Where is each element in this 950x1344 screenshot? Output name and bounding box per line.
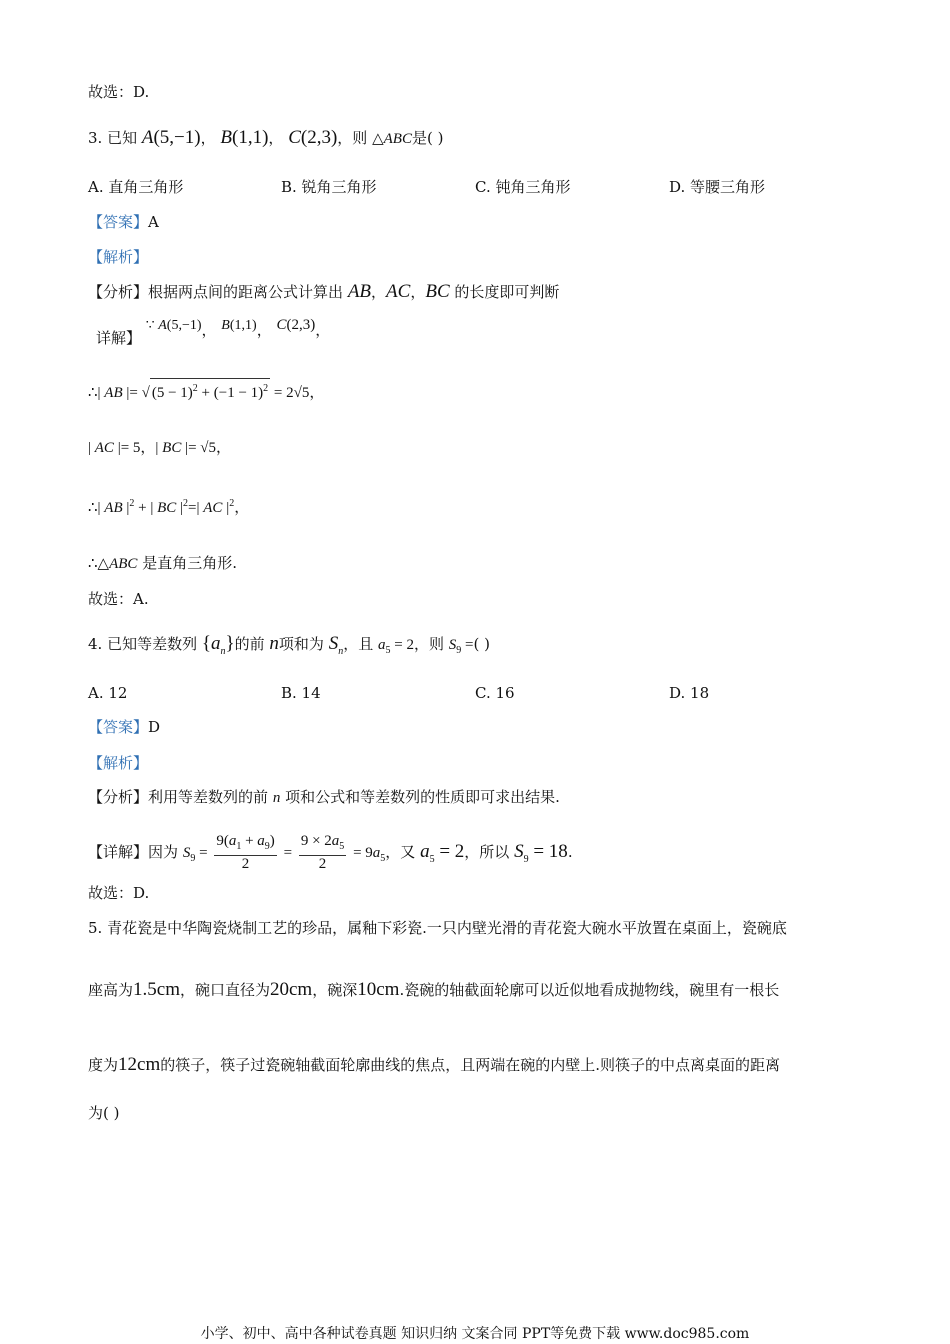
detail-tag: 详解】: [96, 329, 142, 347]
q4-d: ，且: [343, 635, 374, 653]
q4-detail: 【详解】因为 $S_9$ = $\frac{9(a_1 + a_9)}{2}$ = $\frac{9 \times 2a_5}{2}$ = $9a_5$，又 $a_5 = 2$，所以 $S_9 = 18$.: [88, 833, 573, 872]
q3-formula-ac-bc: | AC |= 5，| BC |= √5，: [88, 440, 232, 456]
q5-l3-b: 的筷子，筷子过瓷碗轴截面轮廓曲线的焦点，且两端在碗的内壁上.则筷子的中点离桌面的距离: [160, 1056, 781, 1074]
q4-a: 4. 已知等差数列: [88, 635, 198, 653]
q4-option-b: B. 14: [281, 684, 321, 702]
analysis-text-b: 项和公式和等差数列的性质即可求出结果.: [285, 788, 560, 806]
conclusion-text: 是直角三角形.: [142, 554, 237, 572]
q4-c: 项和为: [278, 635, 324, 653]
q3-option-a: A. 直角三角形: [88, 178, 184, 196]
answer-tag: 【答案】: [88, 213, 149, 231]
q5-l2-b: ，碗口直径为: [179, 981, 270, 999]
q3-analysis: 【分析】根据两点间的距离公式计算出 AB，AC，BC 的长度即可判断: [88, 281, 560, 302]
answer-value: A: [148, 213, 159, 231]
detail-tag: 【详解】: [88, 843, 149, 861]
q4-answer: [88, 717, 160, 737]
q3-jiexi-tag: 【解析】: [88, 248, 149, 266]
analysis-tag: 【分析】: [88, 788, 149, 806]
footer: 小学、初中、高中各种试卷真题 知识归纳 文案合同 PPT等免费下载 www.doc985.com: [200, 1326, 750, 1342]
q3-end: 是( ): [411, 129, 444, 147]
answer-value: D: [148, 718, 161, 736]
q5-line-4: 为( ): [88, 1104, 120, 1122]
q5-line-2: [88, 980, 779, 1000]
analysis-text-a: 根据两点间的距离公式计算出: [148, 283, 344, 301]
q5-line-1: 5. 青花瓷是中华陶瓷烧制工艺的珍品，属釉下彩瓷.一只内壁光滑的青花瓷大碗水平放置在桌面上，瓷碗底: [88, 919, 787, 937]
q3-conclusion: ∴△ABC 是直角三角形.: [88, 554, 237, 572]
answer-tag: 【答案】: [88, 718, 149, 736]
q3-prefix: 3. 已知: [88, 129, 138, 147]
q4-option-a: A. 12: [88, 684, 128, 702]
answer-conclusion-q2: 故选：D.: [88, 83, 150, 101]
q3-option-d: D. 等腰三角形: [669, 178, 766, 196]
q4-option-d: D. 18: [669, 684, 710, 702]
q3-detail-line: 详解】 ∵ A(5,−1)， B(1,1)， C(2,3)，: [96, 317, 331, 347]
q4-analysis: 【分析】利用等差数列的前 n 项和公式和等差数列的性质即可求出结果.: [88, 788, 560, 806]
q5-l3-a: 度为: [88, 1056, 119, 1074]
question-4-stem: 4. 已知等差数列 $\{a_n\}$的前 n项和为 $S_n$，且 $a_5 = 2$，则 $S_9$ =( ): [88, 633, 490, 657]
detail-a: 因为: [148, 843, 179, 861]
q5-line-3: [88, 1055, 780, 1075]
q4-e: ，则: [413, 635, 444, 653]
q4-choose: 故选：D.: [88, 884, 150, 902]
q5-l2-c: ，碗深: [312, 981, 358, 999]
q3-choose: 故选：A.: [88, 590, 149, 608]
base-height-value: 1.5cm: [133, 979, 180, 1000]
q5-l2-d: .瓷碗的轴截面轮廓可以近似地看成抛物线，碗里有一根长: [399, 981, 780, 999]
diameter-value: 20cm: [270, 979, 313, 1000]
detail-c: ，所以: [464, 843, 510, 861]
q5-l2-a: 座高为: [88, 981, 134, 999]
q4-b: 的前: [234, 635, 265, 653]
q3-answer: [88, 212, 159, 232]
q3-formula-pythag: ∴| AB $|^2$ + | BC $|^2=|$ AC $|^2$，: [88, 498, 250, 516]
q3-option-c: C. 钝角三角形: [475, 178, 571, 196]
analysis-text-b: 的长度即可判断: [454, 283, 560, 301]
analysis-tag: 【分析】: [88, 283, 149, 301]
q3-formula-ab: ∴| AB |= √ $(5 - 1)^2 + (-1 - 1)^2 = 2√5$，: [88, 378, 324, 403]
q4-option-c: C. 16: [475, 684, 515, 702]
q4-jiexi-tag: 【解析】: [88, 754, 149, 772]
question-3-stem: 3. 已知 A(5,−1)， B(1,1)， C(2,3)，则 △ABC是( ): [88, 127, 444, 148]
analysis-text-a: 利用等差数列的前: [148, 788, 269, 806]
chopstick-length-value: 12cm: [118, 1054, 161, 1075]
depth-value: 10cm: [357, 979, 400, 1000]
q3-option-b: B. 锐角三角形: [281, 178, 377, 196]
q4-f: ( ): [473, 635, 490, 653]
detail-b: ，又: [385, 843, 416, 861]
q3-suffix: ，则: [337, 129, 368, 147]
